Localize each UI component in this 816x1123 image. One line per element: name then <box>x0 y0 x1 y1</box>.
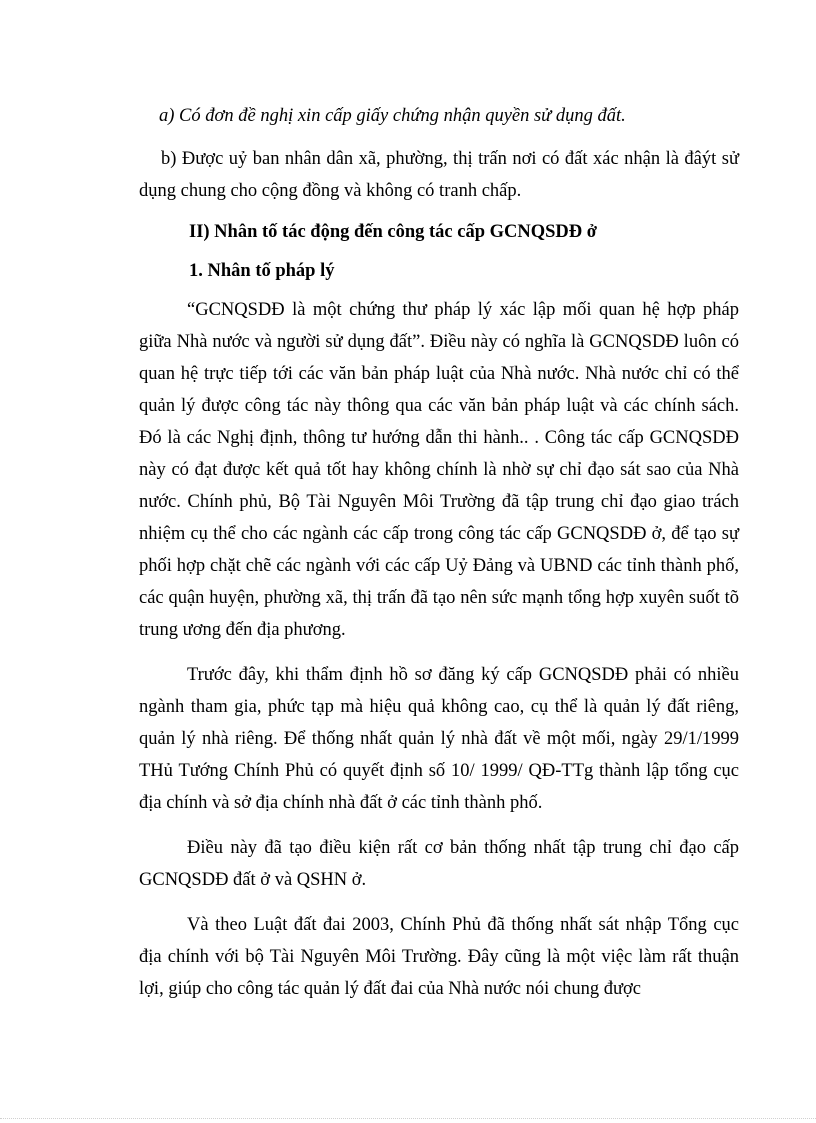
paragraph-conditions: Điều này đã tạo điều kiện rất cơ bản thống nhất tập trung chỉ đạo cấp GCNQSDĐ đất ở và QSHN ở. <box>139 838 739 890</box>
list-item-b: b) Được uỷ ban nhân dân xã, phường, thị trấn nơi có đất xác nhận là đâýt sử dụng chung cho cộng đồng và không có tranh chấp. <box>139 149 739 201</box>
paragraph-history: Trước đây, khi thẩm định hồ sơ đăng ký cấp GCNQSDĐ phải có nhiều ngành tham gia, phức tạp mà hiệu quả không cao, cụ thể là quản lý đất riêng, quản lý nhà riêng. Để thống nhất quản lý nhà đất về một mối, ngày 29/1/1999 THủ Tướng Chính Phủ có quyết định số 10/ 1999/ QĐ-TTg thành lập tổng cục địa chính và sở địa chính nhà đất ở các tỉnh thành phố. <box>139 665 739 813</box>
document-body <box>139 100 739 1018</box>
list-item-a: a) Có đơn đề nghị xin cấp giấy chứng nhận quyền sử dụng đất. <box>159 106 626 126</box>
section-heading: II) Nhân tố tác động đến công tác cấp GCNQSDĐ ở <box>189 222 598 242</box>
page-bottom-edge <box>0 1118 816 1119</box>
subsection-heading: 1. Nhân tố pháp lý <box>189 261 335 281</box>
paragraph-legal-factor: “GCNQSDĐ là một chứng thư pháp lý xác lập mối quan hệ hợp pháp giữa Nhà nước và người sử dụng đất”. Điều này có nghĩa là GCNQSDĐ luôn có quan hệ trực tiếp tới các văn bản pháp luật của Nhà nước. Nhà nước chỉ có thể quản lý được công tác này thông qua các văn bản pháp luật và các chính sách. Đó là các Nghị định, thông tư hướng dẫn thi hành.. . Công tác cấp GCNQSDĐ này có đạt được kết quả tốt hay không chính là nhờ sự chỉ đạo sát sao của Nhà nước. Chính phủ, Bộ Tài Nguyên Môi Trường đã tập trung chỉ đạo giao trách nhiệm cụ thể cho các ngành các cấp trong công tác cấp GCNQSDĐ ở, để tạo sự phối hợp chặt chẽ các ngành với các cấp Uỷ Đảng và UBND các tỉnh thành phố, các quận huyện, phường xã, thị trấn đã tạo nên sức mạnh tổng hợp xuyên suốt tõ trung ương đến địa phương. <box>139 300 739 640</box>
paragraph-land-law-2003: Và theo Luật đất đai 2003, Chính Phủ đã thống nhất sát nhập Tổng cục địa chính với bộ Tài Nguyên Môi Trường. Đây cũng là một việc làm rất thuận lợi, giúp cho công tác quản lý đất đai của Nhà nước nói chung được <box>139 915 739 999</box>
